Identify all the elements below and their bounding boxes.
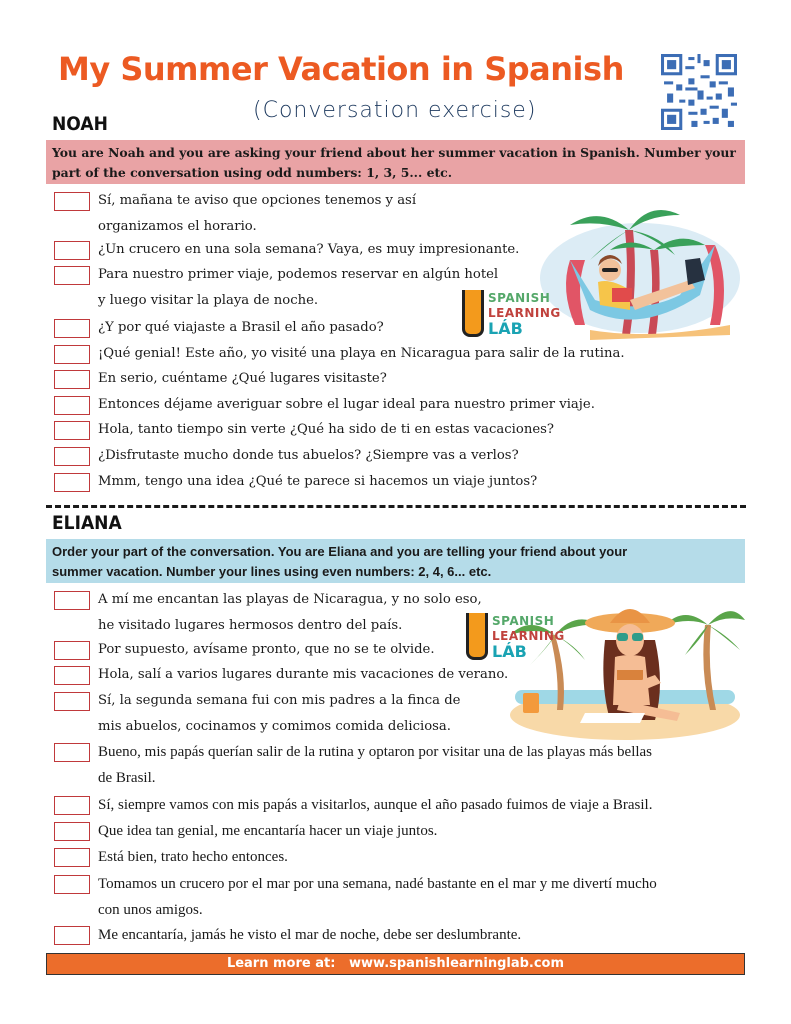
- line-text: Sí, siempre vamos con mis papás a visitarlos, aunque el año pasado fuimos de viaje a Brasil.: [98, 797, 653, 813]
- eliana-line-4: [54, 691, 460, 740]
- number-box[interactable]: [54, 241, 90, 260]
- number-box[interactable]: [54, 743, 90, 762]
- logo-word-2: LEARNING: [488, 306, 561, 320]
- logo-word-1: SPANISH: [492, 614, 555, 628]
- eliana-line-10: [54, 925, 521, 948]
- noah-line-8: [54, 420, 554, 443]
- noah-line-1: [54, 191, 416, 240]
- eliana-line-5: [54, 742, 652, 791]
- hammock-illustration: [530, 200, 745, 340]
- instruction-noah: [46, 140, 745, 184]
- number-box[interactable]: [54, 875, 90, 894]
- number-box[interactable]: [54, 926, 90, 945]
- test-tube-icon: [462, 290, 484, 337]
- footer-link[interactable]: Learn more at: www.spanishlearninglab.com: [226, 956, 565, 971]
- logo-word-3: LÁB: [488, 319, 523, 338]
- eliana-line-7: [54, 821, 437, 844]
- eliana-line-3: [54, 665, 508, 688]
- eliana-line-8: [54, 847, 288, 870]
- noah-line-7: [54, 395, 595, 418]
- noah-line-6: [54, 369, 387, 392]
- number-box[interactable]: [54, 591, 90, 610]
- line-text: Para nuestro primer viaje, podemos reservar en algún hotel: [98, 267, 499, 282]
- number-box[interactable]: [54, 796, 90, 815]
- line-text-continued: he visitado lugares hermosos dentro del país.: [98, 618, 403, 633]
- number-box[interactable]: [54, 692, 90, 711]
- line-text: En serio, cuéntame ¿Qué lugares visitaste?: [98, 371, 387, 386]
- instruction-noah-line1: You are Noah and you are asking your friend about her summer vacation in Spanish. Number your: [52, 145, 736, 160]
- page-title: My Summer Vacation in Spanish: [58, 50, 624, 88]
- line-text: Hola, salí a varios lugares durante mis vacaciones de verano.: [98, 667, 509, 682]
- number-box[interactable]: [54, 345, 90, 364]
- line-text: Tomamos un crucero por el mar por una semana, nadé bastante en el mar y me divertí mucho: [98, 876, 657, 892]
- footer-banner[interactable]: [46, 953, 745, 975]
- line-text: Por supuesto, avísame pronto, que no se te olvide.: [98, 642, 435, 657]
- line-text: Que idea tan genial, me encantaría hacer un viaje juntos.: [98, 823, 438, 839]
- logo-word-1: SPANISH: [488, 291, 551, 305]
- number-box[interactable]: [54, 396, 90, 415]
- line-text: ¿Y por qué viajaste a Brasil el año pasado?: [98, 320, 384, 335]
- line-text-continued: organizamos el horario.: [98, 219, 257, 234]
- number-box[interactable]: [54, 319, 90, 338]
- instruction-eliana-line1: Order your part of the conversation. You are Eliana and you are telling your friend about your: [52, 544, 628, 559]
- line-text: ¿Disfrutaste mucho donde tus abuelos? ¿Siempre vas a verlos?: [98, 448, 519, 463]
- number-box[interactable]: [54, 192, 90, 211]
- noah-line-10: [54, 472, 537, 495]
- eliana-line-2: [54, 640, 435, 663]
- noah-line-2: [54, 240, 519, 263]
- line-text: ¿Un crucero en una sola semana? Vaya, es muy impresionante.: [98, 242, 520, 257]
- instruction-eliana: [46, 539, 745, 583]
- line-text: Me encantaría, jamás he visto el mar de noche, debe ser deslumbrante.: [98, 927, 522, 943]
- line-text-continued: mis abuelos, cocinamos y comimos comida deliciosa.: [98, 719, 451, 734]
- eliana-line-9: [54, 874, 657, 923]
- line-text-continued: de Brasil.: [98, 770, 156, 786]
- line-text-continued: con unos amigos.: [98, 902, 203, 918]
- number-box[interactable]: [54, 473, 90, 492]
- qr-code-icon[interactable]: [661, 54, 737, 130]
- instruction-noah-line2: part of the conversation using odd numbers: 1, 3, 5... etc.: [52, 165, 453, 180]
- line-text: Hola, tanto tiempo sin verte ¿Qué ha sido de ti en estas vacaciones?: [98, 422, 554, 437]
- instruction-eliana-line2: summer vacation. Number your lines using even numbers: 2, 4, 6... etc.: [52, 564, 492, 579]
- eliana-line-1: [54, 590, 482, 639]
- line-text-continued: y luego visitar la playa de noche.: [98, 293, 319, 308]
- number-box[interactable]: [54, 370, 90, 389]
- logo-word-2: LEARNING: [492, 629, 565, 643]
- line-text: Está bien, trato hecho entonces.: [98, 849, 288, 865]
- section-divider: [46, 505, 746, 508]
- number-box[interactable]: [54, 822, 90, 841]
- test-tube-icon: [466, 613, 488, 660]
- number-box[interactable]: [54, 266, 90, 285]
- number-box[interactable]: [54, 447, 90, 466]
- noah-line-9: [54, 446, 519, 469]
- number-box[interactable]: [54, 421, 90, 440]
- line-text: Entonces déjame averiguar sobre el lugar ideal para nuestro primer viaje.: [98, 397, 595, 412]
- line-text: Sí, mañana te aviso que opciones tenemos y así: [98, 193, 417, 208]
- line-text: ¡Qué genial! Este año, yo visité una playa en Nicaragua para salir de la rutina.: [98, 346, 625, 361]
- line-text: Mmm, tengo una idea ¿Qué te parece si hacemos un viaje juntos?: [98, 474, 538, 489]
- spanish-learning-lab-logo: [466, 613, 565, 660]
- number-box[interactable]: [54, 641, 90, 660]
- noah-line-3: [54, 265, 498, 314]
- line-text: A mí me encantan las playas de Nicaragua, y no solo eso,: [98, 592, 482, 607]
- line-text: Sí, la segunda semana fui con mis padres a la finca de: [98, 693, 461, 708]
- spanish-learning-lab-logo: [462, 290, 561, 337]
- noah-line-4: [54, 318, 384, 341]
- section-name-noah: NOAH: [52, 113, 108, 135]
- noah-line-5: [54, 344, 625, 367]
- logo-word-3: LÁB: [492, 642, 527, 661]
- number-box[interactable]: [54, 666, 90, 685]
- number-box[interactable]: [54, 848, 90, 867]
- eliana-line-6: [54, 795, 652, 818]
- line-text: Bueno, mis papás querían salir de la rutina y optaron por visitar una de las playas más bellas: [98, 744, 653, 760]
- section-name-eliana: ELIANA: [52, 512, 122, 534]
- page-subtitle: (Conversation exercise): [253, 98, 537, 123]
